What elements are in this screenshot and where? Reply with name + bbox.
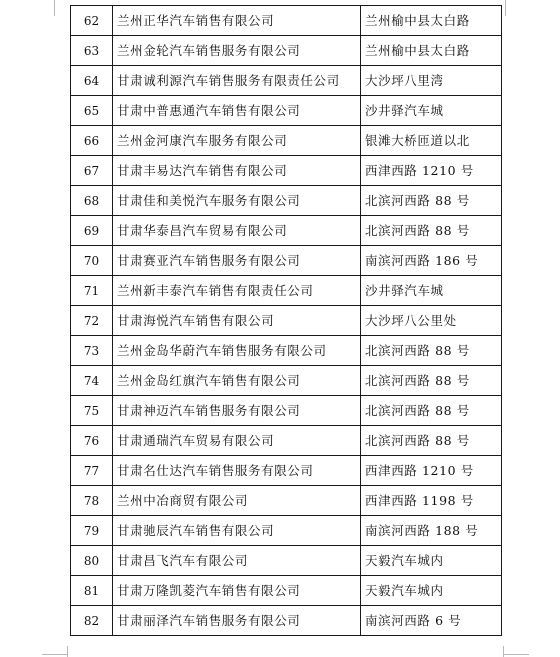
table-row	[71, 66, 502, 96]
address-cell: 西津西路 1198 号	[361, 486, 502, 516]
row-number-cell: 67	[71, 156, 113, 186]
company-name-cell: 甘肃华泰昌汽车贸易有限公司	[113, 216, 361, 246]
row-number-cell: 80	[71, 546, 113, 576]
company-name-cell: 甘肃万隆凯菱汽车销售有限公司	[113, 576, 361, 606]
table-row	[71, 306, 502, 336]
company-name-cell: 兰州新丰泰汽车销售有限责任公司	[113, 276, 361, 306]
table-row	[71, 156, 502, 186]
dealer-table-body	[71, 6, 502, 636]
crop-mark-top-left-vertical	[54, 0, 55, 16]
company-name-cell: 甘肃诚利源汽车销售服务有限责任公司	[113, 66, 361, 96]
row-number-cell: 62	[71, 6, 113, 36]
company-name-cell: 兰州金轮汽车销售服务有限公司	[113, 36, 361, 66]
row-number-cell: 73	[71, 336, 113, 366]
company-name-cell: 兰州金河康汽车服务有限公司	[113, 126, 361, 156]
table-row	[71, 6, 502, 36]
row-number-cell: 68	[71, 186, 113, 216]
row-number-cell: 77	[71, 456, 113, 486]
company-name-cell: 甘肃丰易达汽车销售有限公司	[113, 156, 361, 186]
company-name-cell: 兰州中冶商贸有限公司	[113, 486, 361, 516]
crop-mark-bottom-right-horizontal	[503, 654, 529, 655]
row-number-cell: 66	[71, 126, 113, 156]
table-row	[71, 516, 502, 546]
company-name-cell: 甘肃驰辰汽车销售有限公司	[113, 516, 361, 546]
address-cell: 兰州榆中县太白路	[361, 36, 502, 66]
row-number-cell: 63	[71, 36, 113, 66]
dealer-table	[70, 5, 502, 636]
table-row	[71, 276, 502, 306]
row-number-cell: 64	[71, 66, 113, 96]
row-number-cell: 81	[71, 576, 113, 606]
row-number-cell: 65	[71, 96, 113, 126]
table-row	[71, 366, 502, 396]
address-cell: 南滨河西路 6 号	[361, 606, 502, 636]
row-number-cell: 78	[71, 486, 113, 516]
table-row	[71, 606, 502, 636]
address-cell: 银滩大桥匝道以北	[361, 126, 502, 156]
crop-mark-bottom-left-horizontal	[42, 654, 68, 655]
crop-mark-bottom-left-vertical	[67, 646, 68, 657]
table-row	[71, 396, 502, 426]
table-row	[71, 426, 502, 456]
address-cell: 南滨河西路 186 号	[361, 246, 502, 276]
address-cell: 大沙坪八公里处	[361, 306, 502, 336]
crop-mark-top-right-vertical	[505, 0, 506, 16]
table-row	[71, 456, 502, 486]
company-name-cell: 兰州金岛华蔚汽车销售服务有限公司	[113, 336, 361, 366]
company-name-cell: 兰州正华汽车销售有限公司	[113, 6, 361, 36]
row-number-cell: 82	[71, 606, 113, 636]
company-name-cell: 甘肃神迈汽车销售服务有限公司	[113, 396, 361, 426]
address-cell: 北滨河西路 88 号	[361, 216, 502, 246]
address-cell: 北滨河西路 88 号	[361, 366, 502, 396]
address-cell: 西津西路 1210 号	[361, 456, 502, 486]
dealer-table-container	[70, 5, 501, 636]
table-row	[71, 216, 502, 246]
table-row	[71, 36, 502, 66]
address-cell: 北滨河西路 88 号	[361, 396, 502, 426]
company-name-cell: 甘肃通瑞汽车贸易有限公司	[113, 426, 361, 456]
table-row	[71, 546, 502, 576]
table-row	[71, 576, 502, 606]
table-row	[71, 126, 502, 156]
company-name-cell: 甘肃丽泽汽车销售服务有限公司	[113, 606, 361, 636]
address-cell: 北滨河西路 88 号	[361, 186, 502, 216]
address-cell: 沙井驿汽车城	[361, 96, 502, 126]
company-name-cell: 甘肃赛亚汽车销售服务有限公司	[113, 246, 361, 276]
address-cell: 大沙坪八里湾	[361, 66, 502, 96]
address-cell: 南滨河西路 188 号	[361, 516, 502, 546]
table-row	[71, 186, 502, 216]
address-cell: 兰州榆中县太白路	[361, 6, 502, 36]
address-cell: 北滨河西路 88 号	[361, 336, 502, 366]
row-number-cell: 72	[71, 306, 113, 336]
table-row	[71, 336, 502, 366]
company-name-cell: 兰州金岛红旗汽车销售有限公司	[113, 366, 361, 396]
address-cell: 天毅汽车城内	[361, 546, 502, 576]
row-number-cell: 74	[71, 366, 113, 396]
company-name-cell: 甘肃中普惠通汽车销售有限公司	[113, 96, 361, 126]
row-number-cell: 69	[71, 216, 113, 246]
row-number-cell: 76	[71, 426, 113, 456]
company-name-cell: 甘肃昌飞汽车有限公司	[113, 546, 361, 576]
table-row	[71, 486, 502, 516]
address-cell: 沙井驿汽车城	[361, 276, 502, 306]
row-number-cell: 70	[71, 246, 113, 276]
company-name-cell: 甘肃海悦汽车销售有限公司	[113, 306, 361, 336]
crop-mark-bottom-right-vertical	[503, 646, 504, 657]
company-name-cell: 甘肃名仕达汽车销售服务有限公司	[113, 456, 361, 486]
company-name-cell: 甘肃佳和美悦汽车服务有限公司	[113, 186, 361, 216]
row-number-cell: 75	[71, 396, 113, 426]
table-row	[71, 246, 502, 276]
address-cell: 西津西路 1210 号	[361, 156, 502, 186]
table-row	[71, 96, 502, 126]
address-cell: 天毅汽车城内	[361, 576, 502, 606]
address-cell: 北滨河西路 88 号	[361, 426, 502, 456]
row-number-cell: 79	[71, 516, 113, 546]
row-number-cell: 71	[71, 276, 113, 306]
